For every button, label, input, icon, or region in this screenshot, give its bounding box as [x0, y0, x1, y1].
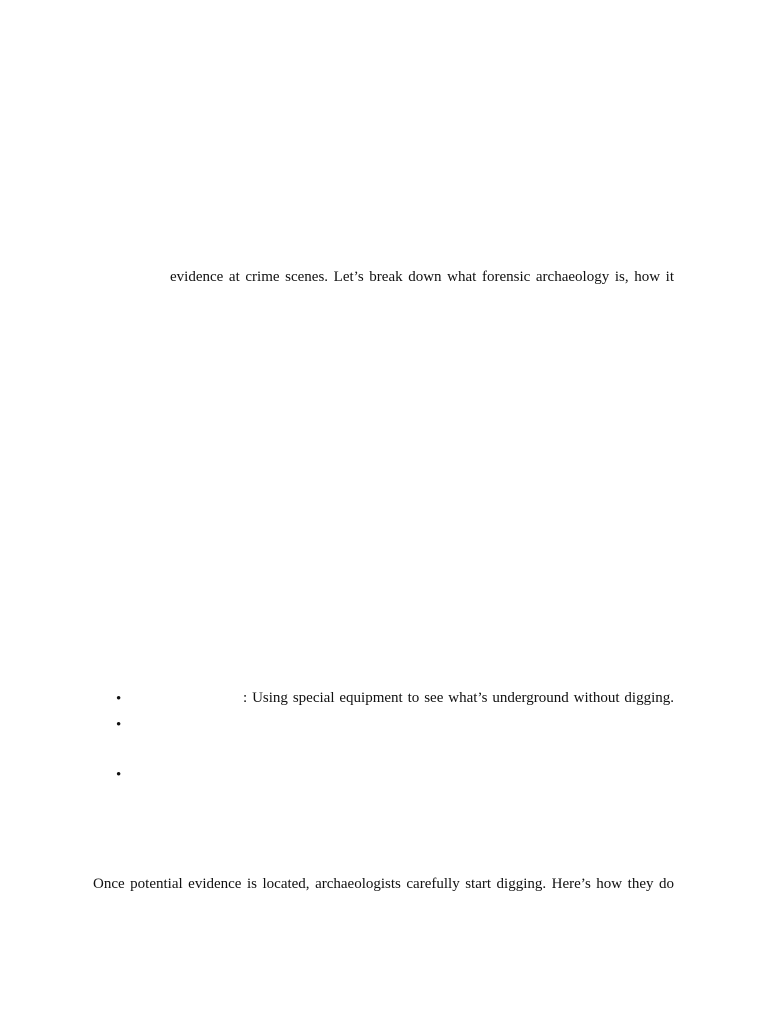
bullet-marker: •	[116, 767, 122, 783]
bullet-marker: •	[116, 691, 122, 707]
bullet-marker: •	[116, 717, 122, 733]
intro-text-line: evidence at crime scenes. Let’s break down what forensic archaeology is, how it	[170, 269, 674, 285]
outro-text-line: Once potential evidence is located, archaeologists carefully start digging. Here’s how they do	[93, 876, 674, 892]
bullet-text: : Using special equipment to see what’s underground without digging.	[243, 690, 674, 706]
